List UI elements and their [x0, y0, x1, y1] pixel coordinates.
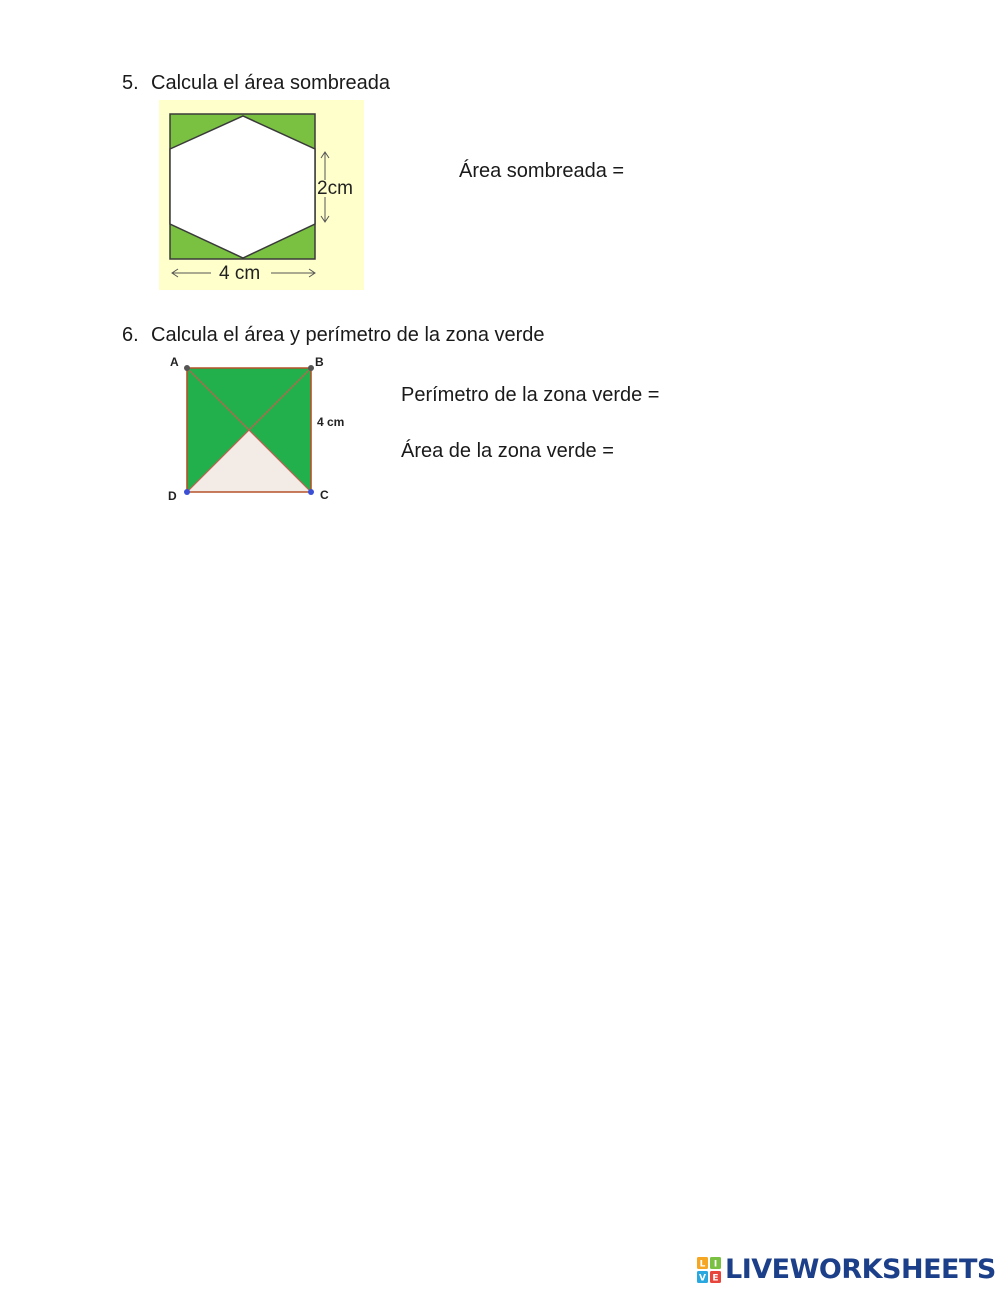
figure-side-label: 2cm [317, 178, 353, 199]
answer-shaded-area: Área sombreada = [459, 160, 625, 182]
logo-grid-icon [697, 1257, 721, 1283]
answer-perimeter: Perímetro de la zona verde = [401, 384, 660, 406]
question-5-title [122, 72, 390, 95]
vertex-label-d: D [168, 489, 177, 503]
vertex-label-b: B [315, 355, 324, 369]
answer-green-area: Área de la zona verde = [401, 440, 614, 462]
vertex-d [184, 489, 190, 495]
logo-letter-e: E [712, 1273, 719, 1283]
question-6-text: Calcula el área y perímetro de la zona verde [151, 324, 545, 346]
logo-wordmark: LIVEWORKSHEETS [725, 1254, 996, 1285]
vertex-b [308, 365, 314, 371]
vertex-label-c: C [320, 488, 329, 502]
logo-letter-i: I [713, 1259, 718, 1270]
liveworksheets-logo [697, 1255, 996, 1285]
question-5-number: 5. [122, 72, 139, 94]
hexagon-figure [159, 100, 364, 290]
question-6-title [122, 324, 545, 347]
question-5-text: Calcula el área sombreada [151, 72, 391, 94]
question-6-number: 6. [122, 324, 139, 346]
figure-bottom-label: 4 cm [219, 263, 261, 284]
square-figure [165, 352, 365, 507]
vertex-c [308, 489, 314, 495]
logo-letter-v: V [699, 1273, 706, 1283]
logo-letter-l: L [699, 1259, 706, 1270]
figure-side-label: 4 cm [317, 415, 345, 429]
vertex-label-a: A [170, 355, 179, 369]
vertex-a [184, 365, 190, 371]
